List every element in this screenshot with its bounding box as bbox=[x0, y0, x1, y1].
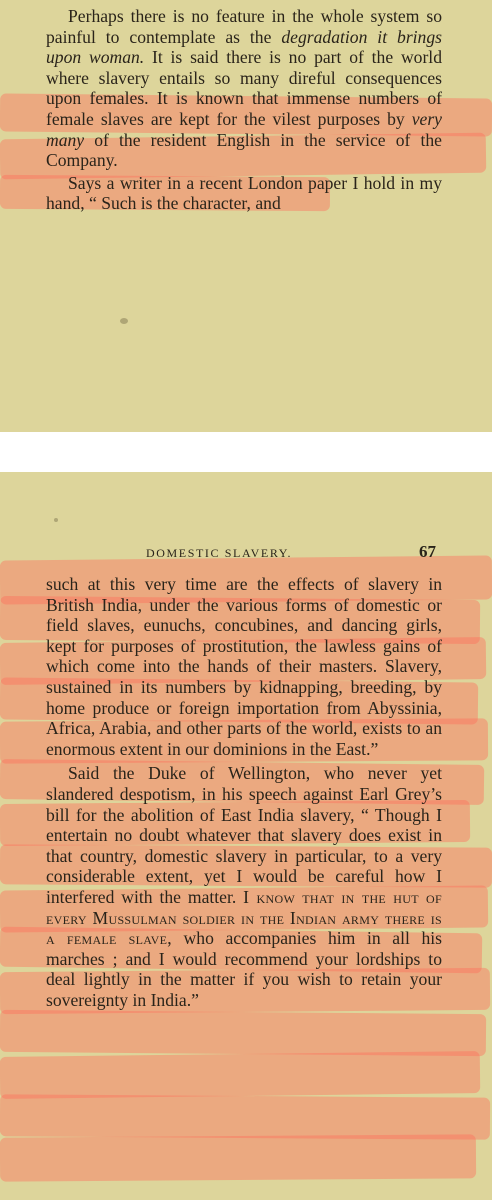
page-bottom-text bbox=[46, 574, 442, 1010]
paper-smudge bbox=[120, 318, 128, 324]
highlight-stroke bbox=[0, 1010, 486, 1056]
emphasis: degradation it brings upon woman. bbox=[46, 26, 442, 68]
page-top-text bbox=[46, 6, 442, 214]
paper-smudge bbox=[54, 518, 58, 522]
book-page-top bbox=[0, 0, 492, 432]
paragraph: Perhaps there is no feature in the whole system so painful to contemplate as the degradation it brings upon woman. It is said there is no part of the world where slavery entails so many direful consequences upon females. It is known that immense numbers of female slaves are kept for the vilest purposes by very many of the resident English in the service of the Company. bbox=[46, 6, 442, 171]
highlight-stroke bbox=[0, 1051, 480, 1099]
paragraph: Says a writer in a recent London paper I hold in my hand, “ Such is the character, and bbox=[46, 172, 442, 214]
paragraph: Said the Duke of Wellington, who never yet slandered despotism, in his speech against Earl Grey’s bill for the abolition of East India slavery, “ Though I entertain no doubt whatever that slavery does exist in that country, domestic slavery in particular, to a very considerable extent, yet I would be careful how I interfered with the matter. I know that in the hut of every Mussulman soldier in the Indian army there is a female slave, who accompanies him in all his marches ; and I would recommend your lordships to deal lightly in the matter if you wish to retain your sovereignty in India.” bbox=[46, 763, 443, 1010]
emphasis: very many bbox=[46, 108, 442, 150]
highlight-stroke bbox=[0, 1094, 490, 1139]
paragraph: such at this very time are the effects of slavery in British India, under the various forms of domestic or field slaves, eunuchs, concubines, and dancing girls, kept for purposes of prostitution, the lawless gains of which come into the hands of their masters. Slavery, sustained in its numbers by kidnapping, breeding, by home produce or foreign importation from Abyssinia, Africa, Arabia, and other parts of the world, exists to an enormous extent in our dominions in the East.” bbox=[46, 574, 442, 759]
highlight-stroke bbox=[0, 1134, 476, 1181]
page-gap bbox=[0, 432, 492, 472]
running-head-title: DOMESTIC SLAVERY. bbox=[146, 546, 293, 560]
book-page-bottom bbox=[0, 472, 492, 1200]
small-caps-emphasis: I know that in the hut of every Mussulman soldier in the Indian army there is a female slave, bbox=[46, 886, 442, 949]
page-number: 67 bbox=[419, 542, 436, 561]
running-head bbox=[146, 542, 436, 562]
